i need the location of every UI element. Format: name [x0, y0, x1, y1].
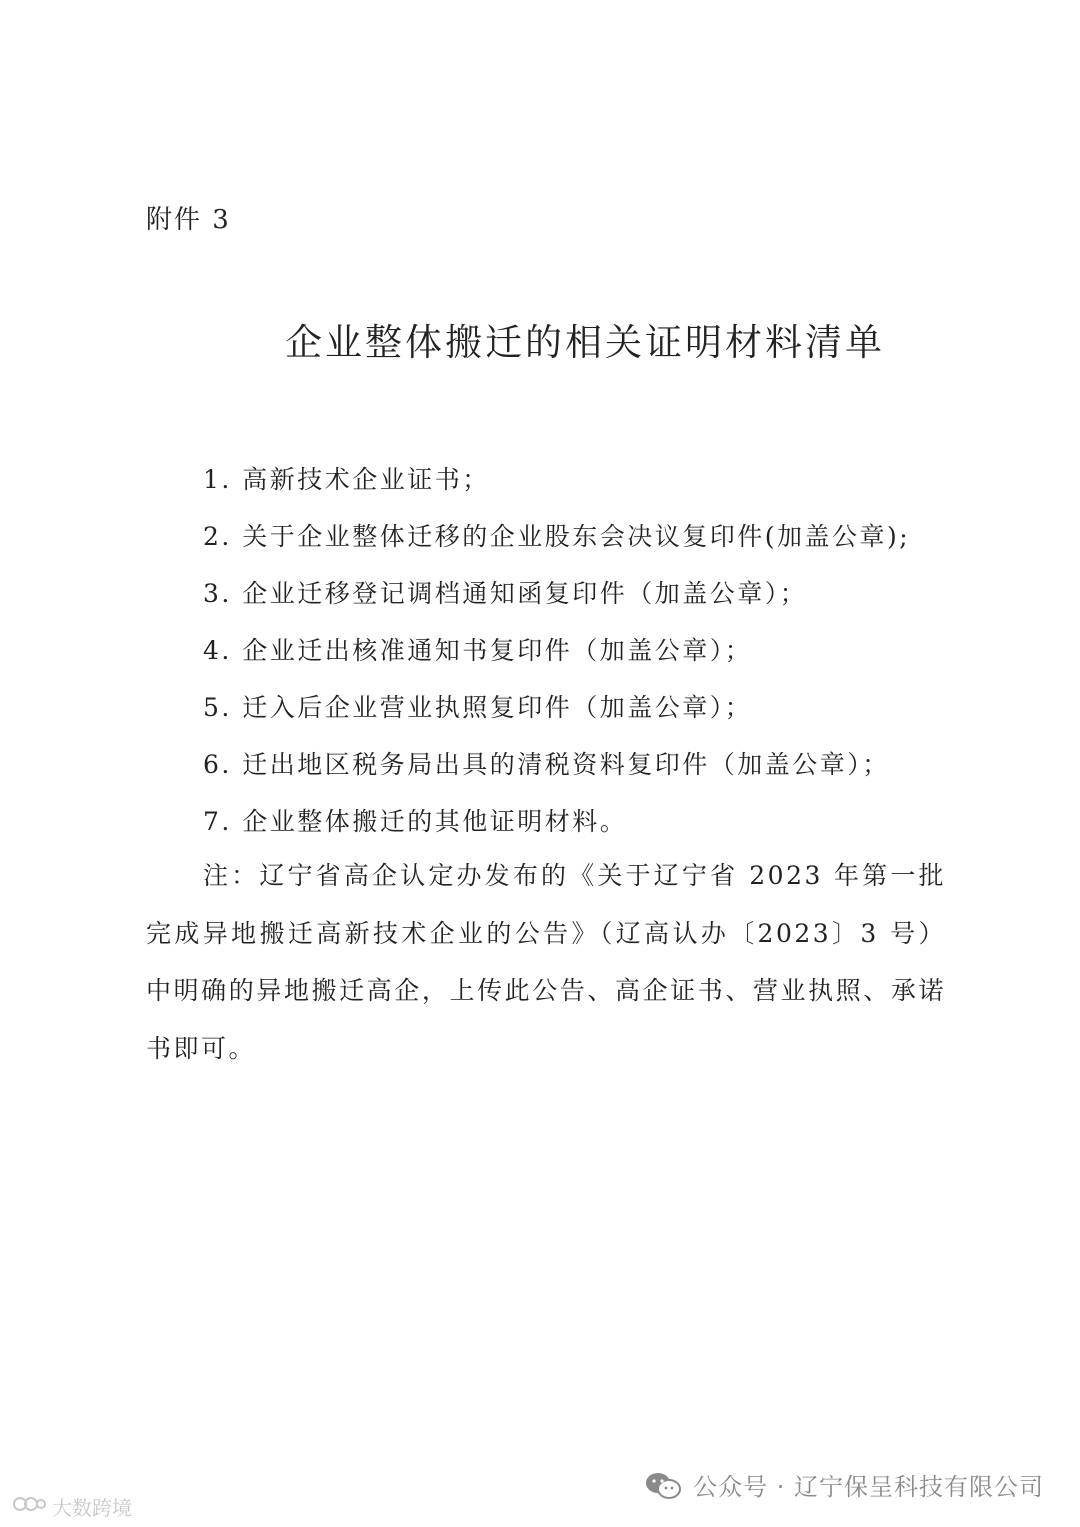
- list-item: 5. 迁入后企业营业执照复印件（加盖公章）；: [203, 693, 753, 722]
- list-item: 7. 企业整体搬迁的其他证明材料。: [203, 807, 628, 836]
- materials-list: [203, 451, 963, 850]
- attachment-label: 附件 3: [146, 205, 231, 235]
- watermark-left-text: 大数跨境: [52, 1496, 132, 1520]
- brand-logo-icon: [12, 1494, 46, 1519]
- list-item: 4. 企业迁出核准通知书复印件（加盖公章）；: [203, 636, 753, 665]
- list-item: 3. 企业迁移登记调档通知函复印件（加盖公章）；: [203, 579, 808, 608]
- list-item: 6. 迁出地区税务局出具的清税资料复印件（加盖公章）；: [203, 750, 890, 779]
- note-paragraph: 注：辽宁省高企认定办发布的《关于辽宁省 2023 年第一批完成异地搬迁高新技术企业的公告》（辽高认办〔2023〕3 号）中明确的异地搬迁高企，上传此公告、高企证书、营业执照、承诺书即可。: [146, 861, 946, 1063]
- watermark-right-text: 公众号 · 辽宁保呈科技有限公司: [693, 1473, 1044, 1501]
- watermark-left: [12, 1492, 132, 1521]
- list-item: 2. 关于企业整体迁移的企业股东会决议复印件(加盖公章);: [203, 522, 911, 551]
- watermark-right: [643, 1467, 1044, 1502]
- wechat-icon: [643, 1471, 683, 1499]
- document-title: 企业整体搬迁的相关证明材料清单: [285, 321, 885, 364]
- list-item: 1. 高新技术企业证书；: [203, 465, 490, 494]
